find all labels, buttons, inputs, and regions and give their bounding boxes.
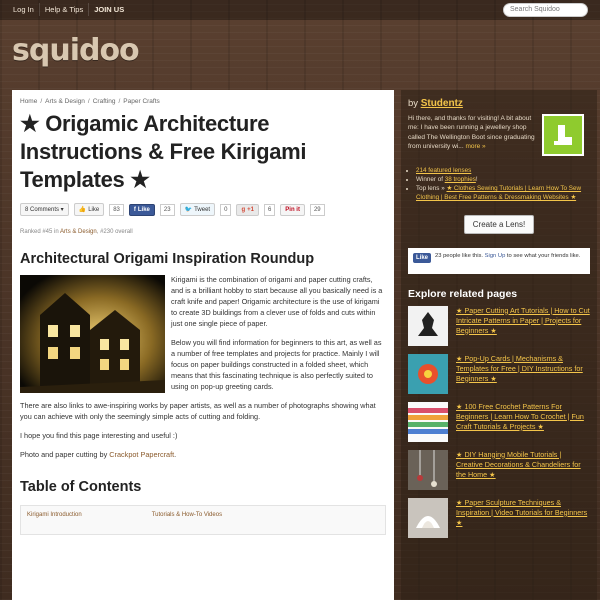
breadcrumb-arts-design[interactable]: Arts & Design [45,98,85,105]
table-of-contents [20,505,386,535]
stat-trophies: • Winner of 38 trophies! [416,175,590,184]
facebook-like-box [408,248,590,274]
comments-button[interactable]: 8 Comments ▾ [20,203,69,216]
intro-paragraph-4: I hope you find this page interesting and useful :) [20,431,178,441]
origami-building-photo [20,275,165,393]
pin-it-button[interactable]: Pin it [280,204,305,216]
related-link[interactable]: ★ Paper Cutting Art Tutorials | How to Cut Intricate Patterns in Paper | Projects for Beginners ★ [456,305,590,335]
facebook-like-box-button[interactable]: Like [413,253,431,263]
join-us-link[interactable]: JOIN US [94,5,125,14]
squidoo-logo[interactable]: squidoo [12,33,139,68]
twitter-bird-icon: 🐦 [184,207,193,214]
ranked-category-link[interactable]: Arts & Design [60,229,97,236]
ranked-suffix: , #230 overall [96,229,133,236]
breadcrumb-crafting[interactable]: Crafting [92,98,116,105]
ranking-text [20,229,386,235]
credit-suffix: . [174,450,177,460]
author-byline [408,98,590,109]
breadcrumb-home[interactable]: Home [20,98,38,105]
crackpot-papercraft-link[interactable]: Crackpot Papercraft [109,450,175,460]
related-item[interactable] [408,450,590,492]
intro-paragraph-1: Kirigami is the combination of origami and paper cutting crafts, and is a brilliant hobby to start because all you basically need is a craft knife and paper! Origamic architecture is the use of kirigami to create 3D buildings from a clever use of folds and cuts within just one single piece of paper. [171,275,383,329]
author-link[interactable]: Studentz [420,98,463,109]
google-plus-button[interactable] [236,204,259,216]
avatar[interactable] [542,114,584,156]
tweet-button[interactable] [180,203,216,216]
like-button[interactable] [74,203,105,216]
search-input[interactable] [503,3,588,17]
breadcrumb-paper-crafts[interactable]: Paper Crafts [123,98,160,105]
related-item[interactable] [408,498,590,540]
ranked-prefix: Ranked #45 in [20,229,59,236]
credit-prefix: Photo and paper cutting by [20,450,108,460]
toc-item-tutorials[interactable]: Tutorials & How-To Videos [151,512,223,519]
related-item[interactable] [408,354,590,396]
section-heading-inspiration: Architectural Origami Inspiration Roundup [20,251,315,268]
stat-top-lens: • Top lens » ★ Clothes Sewing Tutorials | Learn How To Sew Clothing | Best Free Patterns & Dressmaking Websites ★ [416,184,590,202]
crochet-thumbnail [408,402,448,442]
related-pages-heading: Explore related pages [408,287,518,300]
related-link[interactable]: ★ 100 Free Crochet Patterns For Beginners | Learn How To Crochet | Fun Craft Tutorials & Projects ★ [456,401,584,431]
top-nav [8,3,129,16]
google-plus-count: 6 [264,204,275,216]
more-link[interactable]: more » [465,143,486,151]
like-count: 83 [109,204,124,216]
related-item[interactable] [408,402,590,444]
related-link[interactable]: ★ DIY Hanging Mobile Tutorials | Creative Decorations & Chandeliers for the Home ★ [456,449,581,479]
intro-text [171,275,386,393]
hanging-mobile-thumbnail [408,450,448,490]
intro-paragraph-3: There are also links to awe-inspiring works by paper artists, as well as a number of photographs showing what you can achieve with only the seemingly simple acts of cutting and folding. [20,401,376,422]
author-stats [408,166,590,203]
facebook-like-button[interactable] [129,204,155,216]
google-plus-label: +1 [247,206,254,213]
featured-lenses-link[interactable]: 214 featured lenses [416,167,472,174]
like-label: Like [88,206,100,213]
boot-icon [550,122,576,148]
photo-credit [20,450,386,461]
toc-item-kirigami-introduction[interactable]: Kirigami Introduction [27,512,82,519]
tweet-label: Tweet [194,206,211,213]
paper-house-illustration [20,275,165,393]
create-lens-wrap [408,215,590,234]
help-tips-link[interactable]: Help & Tips [40,3,89,16]
login-link[interactable]: Log In [8,3,40,16]
popup-card-thumbnail [408,354,448,394]
related-link[interactable]: ★ Pop-Up Cards | Mechanisms & Templates for Free | DIY Instructions for Beginners ★ [456,353,583,383]
facebook-icon: f [133,206,136,213]
by-prefix: by [408,98,419,109]
create-lens-button[interactable]: Create a Lens! [464,215,534,234]
breadcrumb: Home / Arts & Design / Crafting / Paper Crafts [20,98,160,105]
author-about [408,114,590,156]
trophies-link[interactable]: 38 trophies [444,176,476,184]
top-bar [0,0,600,20]
pin-count: 29 [310,204,325,216]
page-title: ★ Origamic Architecture Instructions & Free Kirigami Templates ★ [20,111,307,193]
stat-featured-lenses [416,166,590,175]
intro-paragraph-2: Below you will find information for beginners to this art, as well as a number of free templates and projects for practice. Mainly I will focus on paper buildings constructed in a folded sheet, which means that this fascinating technique is also perfectly suited to using on pop-up greeting cards. [171,338,382,391]
table-of-contents-heading: Table of Contents [20,479,142,496]
share-row [20,203,386,216]
author-bio [408,114,538,156]
author-bio-text: Hi there, and thanks for visiting! A bit about me: I have been running a jewellery shop called The Wellington Boot since graduating from university wi... [408,115,535,151]
paper-sculpture-thumbnail [408,498,448,538]
facebook-like-box-text: 23 people like this. Sign Up to see what your friends like. [435,252,581,259]
related-link[interactable]: ★ Paper Sculpture Techniques & Inspiration | Video Tutorials for Beginners ★ [456,497,588,527]
search-placeholder: Search Squidoo [510,6,560,13]
related-item[interactable] [408,306,590,348]
tweet-count: 0 [220,204,231,216]
facebook-like-label: Like [137,206,150,213]
google-plus-icon: g [241,206,246,213]
intro-block [20,275,386,393]
paper-cutting-thumbnail [408,306,448,346]
sidebar [401,90,597,600]
main-content [12,90,394,600]
facebook-signup-link[interactable]: Sign Up [484,252,506,259]
top-lens-link[interactable]: ★ Clothes Sewing Tutorials | Learn How To Sew Clothing | Best Free Patterns & Dressmaking Websites ★ [416,185,582,202]
thumbs-up-icon: 👍 [78,207,87,214]
facebook-like-count: 23 [160,204,175,216]
